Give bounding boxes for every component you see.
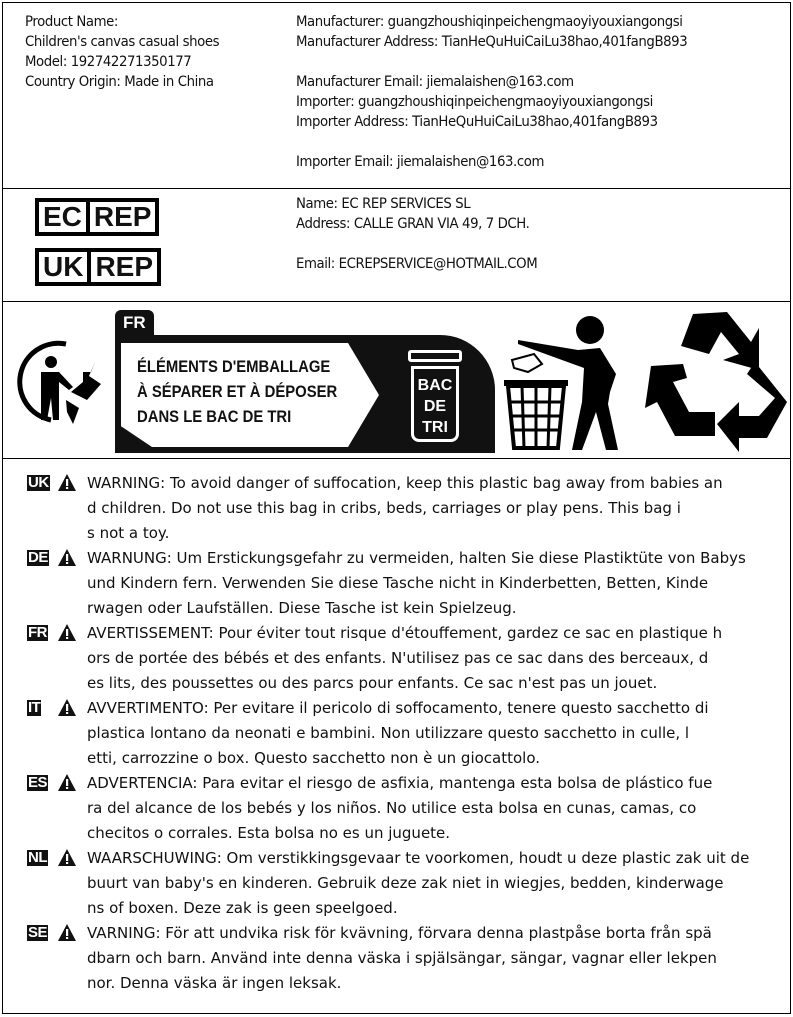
warning-triangle-icon: [58, 474, 76, 491]
warning-line: dbarn och barn. Använd inte denna väska i spjälsängar, sängar, vagnar eller lekpen: [87, 949, 717, 967]
warning-line: buurt van baby's en kinderen. Gebruik deze zak niet in wiegjes, bedden, kinderwage: [87, 874, 724, 892]
rep-details: [296, 194, 537, 274]
language-badge: DE: [28, 549, 48, 566]
manufacturer-line: Importer: guangzhoushiqinpeichengmaoyiyouxiangongsi: [296, 94, 653, 110]
warning-triangle-icon: [58, 699, 76, 716]
language-badge: UK: [28, 474, 49, 491]
rep-text: REP: [93, 201, 152, 232]
manufacturer-line: Importer Email: jiemalaishen@163.com: [296, 154, 545, 170]
manufacturer-line: [296, 132, 687, 152]
warning-uk: [3, 471, 790, 546]
triman-line: DANS LE BAC DE TRI: [137, 408, 292, 426]
manufacturer-line: Importer Address: TianHeQuHuiCaiLu38hao,401fangB893: [296, 114, 658, 130]
warning-line: es lits, des poussettes ou des parcs pour enfants. Ce sac n'est pas un jouet.: [87, 674, 658, 692]
language-badge: IT: [28, 699, 41, 716]
bin-line: TRI: [422, 419, 448, 436]
product-details: [25, 12, 219, 92]
rep-line: Email: ECREPSERVICE@HOTMAIL.COM: [296, 256, 538, 272]
warning-line: plastica lontano da neonati e bambini. Non utilizzare questo sacchetto in culle, l: [87, 724, 690, 742]
fr-tag: FR: [115, 310, 154, 338]
warning-text: [87, 471, 723, 546]
triman-info-block: [115, 310, 495, 453]
warning-text: [87, 696, 709, 771]
recycling-section: [3, 302, 790, 459]
warning-triangle-icon: [58, 924, 76, 941]
authorized-rep-section: [3, 189, 790, 302]
product-info-section: [3, 3, 790, 189]
warning-line: nor. Denna väska är ingen leksak.: [87, 974, 342, 992]
warning-text: [87, 846, 749, 921]
warning-de: [3, 546, 790, 621]
product-line: Model: 192742271350177: [25, 54, 192, 70]
warning-es: [3, 771, 790, 846]
manufacturer-line: Manufacturer Email: jiemalaishen@163.com: [296, 74, 574, 90]
language-badge: FR: [28, 624, 47, 641]
manufacturer-line: [296, 52, 687, 72]
triman-line: ÉLÉMENTS D'EMBALLAGE: [137, 358, 331, 376]
warning-line: rwagen oder Laufställen. Diese Tasche ist kein Spielzeug.: [87, 599, 517, 617]
label-sheet: [2, 2, 791, 1014]
warning-line: etti, carrozzine o box. Questo sacchetto non è un giocattolo.: [87, 749, 541, 767]
triman-text: [137, 355, 337, 430]
warning-line: WAARSCHUWING: Om verstikkingsgevaar te voorkomen, houdt u deze plastic zak uit de: [87, 849, 750, 867]
warning-line: AVVERTIMENTO: Per evitare il pericolo di soffocamento, tenere questo sacchetto di: [87, 699, 709, 717]
warning-line: s not a toy.: [87, 524, 170, 542]
bin-line: DE: [423, 398, 447, 415]
warning-line: VARNING: För att undvika risk för kvävning, förvara denna plastpåse borta från spä: [87, 924, 712, 942]
language-badge: SE: [28, 924, 48, 941]
rep-line: Address: CALLE GRAN VIA 49, 7 DCH.: [296, 216, 530, 232]
warning-nl: [3, 846, 790, 921]
warning-se: [3, 921, 790, 996]
warning-triangle-icon: [58, 549, 76, 566]
tidyman-icon: [498, 312, 638, 452]
manufacturer-line: Manufacturer: guangzhoushiqinpeichengmaoyiyouxiangongsi: [296, 14, 683, 30]
warning-line: und Kindern fern. Verwenden Sie diese Tasche nicht in Kinderbetten, Betten, Kinde: [87, 574, 709, 592]
product-line: Product Name:: [25, 14, 118, 30]
product-line: Children's canvas casual shoes: [25, 34, 220, 50]
language-badge: ES: [28, 774, 48, 791]
rep-line: [296, 234, 537, 254]
ec-text: EC: [39, 202, 90, 232]
warning-text: [87, 771, 712, 846]
bin-line: BAC: [417, 377, 453, 394]
warning-line: AVERTISSEMENT: Pour éviter tout risque d'étouffement, gardez ce sac en plastique h: [87, 624, 723, 642]
uk-text: UK: [39, 252, 91, 282]
triman-icon: [11, 332, 103, 427]
warning-line: ADVERTENCIA: Para evitar el riesgo de asfixia, mantenga esta bolsa de plástico fue: [87, 774, 713, 792]
warning-triangle-icon: [58, 624, 76, 641]
warning-text: [87, 921, 717, 996]
triman-line: À SÉPARER ET À DÉPOSER: [137, 383, 338, 401]
warning-line: checitos o corrales. Esta bolsa no es un juguete.: [87, 824, 451, 842]
warning-line: d children. Do not use this bag in cribs, beds, carriages or play pens. This bag i: [87, 499, 681, 517]
rep-text: REP: [95, 251, 154, 282]
product-line: Country Origin: Made in China: [25, 74, 214, 90]
warning-line: ors de portée des bébés et des enfants. N'utilisez pas ce sac dans des berceaux, d: [87, 649, 709, 667]
language-badge: NL: [28, 849, 47, 866]
recycle-icon: [643, 306, 791, 454]
ec-rep-logo: [35, 198, 159, 236]
warning-triangle-icon: [58, 774, 76, 791]
warning-triangle-icon: [58, 849, 76, 866]
warning-text: [87, 546, 746, 621]
rep-line: Name: EC REP SERVICES SL: [296, 196, 471, 212]
manufacturer-details: [296, 12, 687, 172]
warnings-section: [3, 459, 790, 1015]
warning-line: WARNING: To avoid danger of suffocation, keep this plastic bag away from babies an: [87, 474, 723, 492]
warning-fr: [3, 621, 790, 696]
manufacturer-line: Manufacturer Address: TianHeQuHuiCaiLu38hao,401fangB893: [296, 34, 688, 50]
warning-line: ra del alcance de los bebés y los niños. No utilice esta bolsa en cunas, camas, co: [87, 799, 697, 817]
uk-rep-logo: [35, 248, 161, 286]
warning-it: [3, 696, 790, 771]
sorting-bin-icon: [405, 350, 465, 446]
warning-line: ns of boxen. Deze zak is geen speelgoed.: [87, 899, 398, 917]
warning-line: WARNUNG: Um Erstickungsgefahr zu vermeiden, halten Sie diese Plastiktüte von Babys: [87, 549, 746, 567]
warning-text: [87, 621, 722, 696]
